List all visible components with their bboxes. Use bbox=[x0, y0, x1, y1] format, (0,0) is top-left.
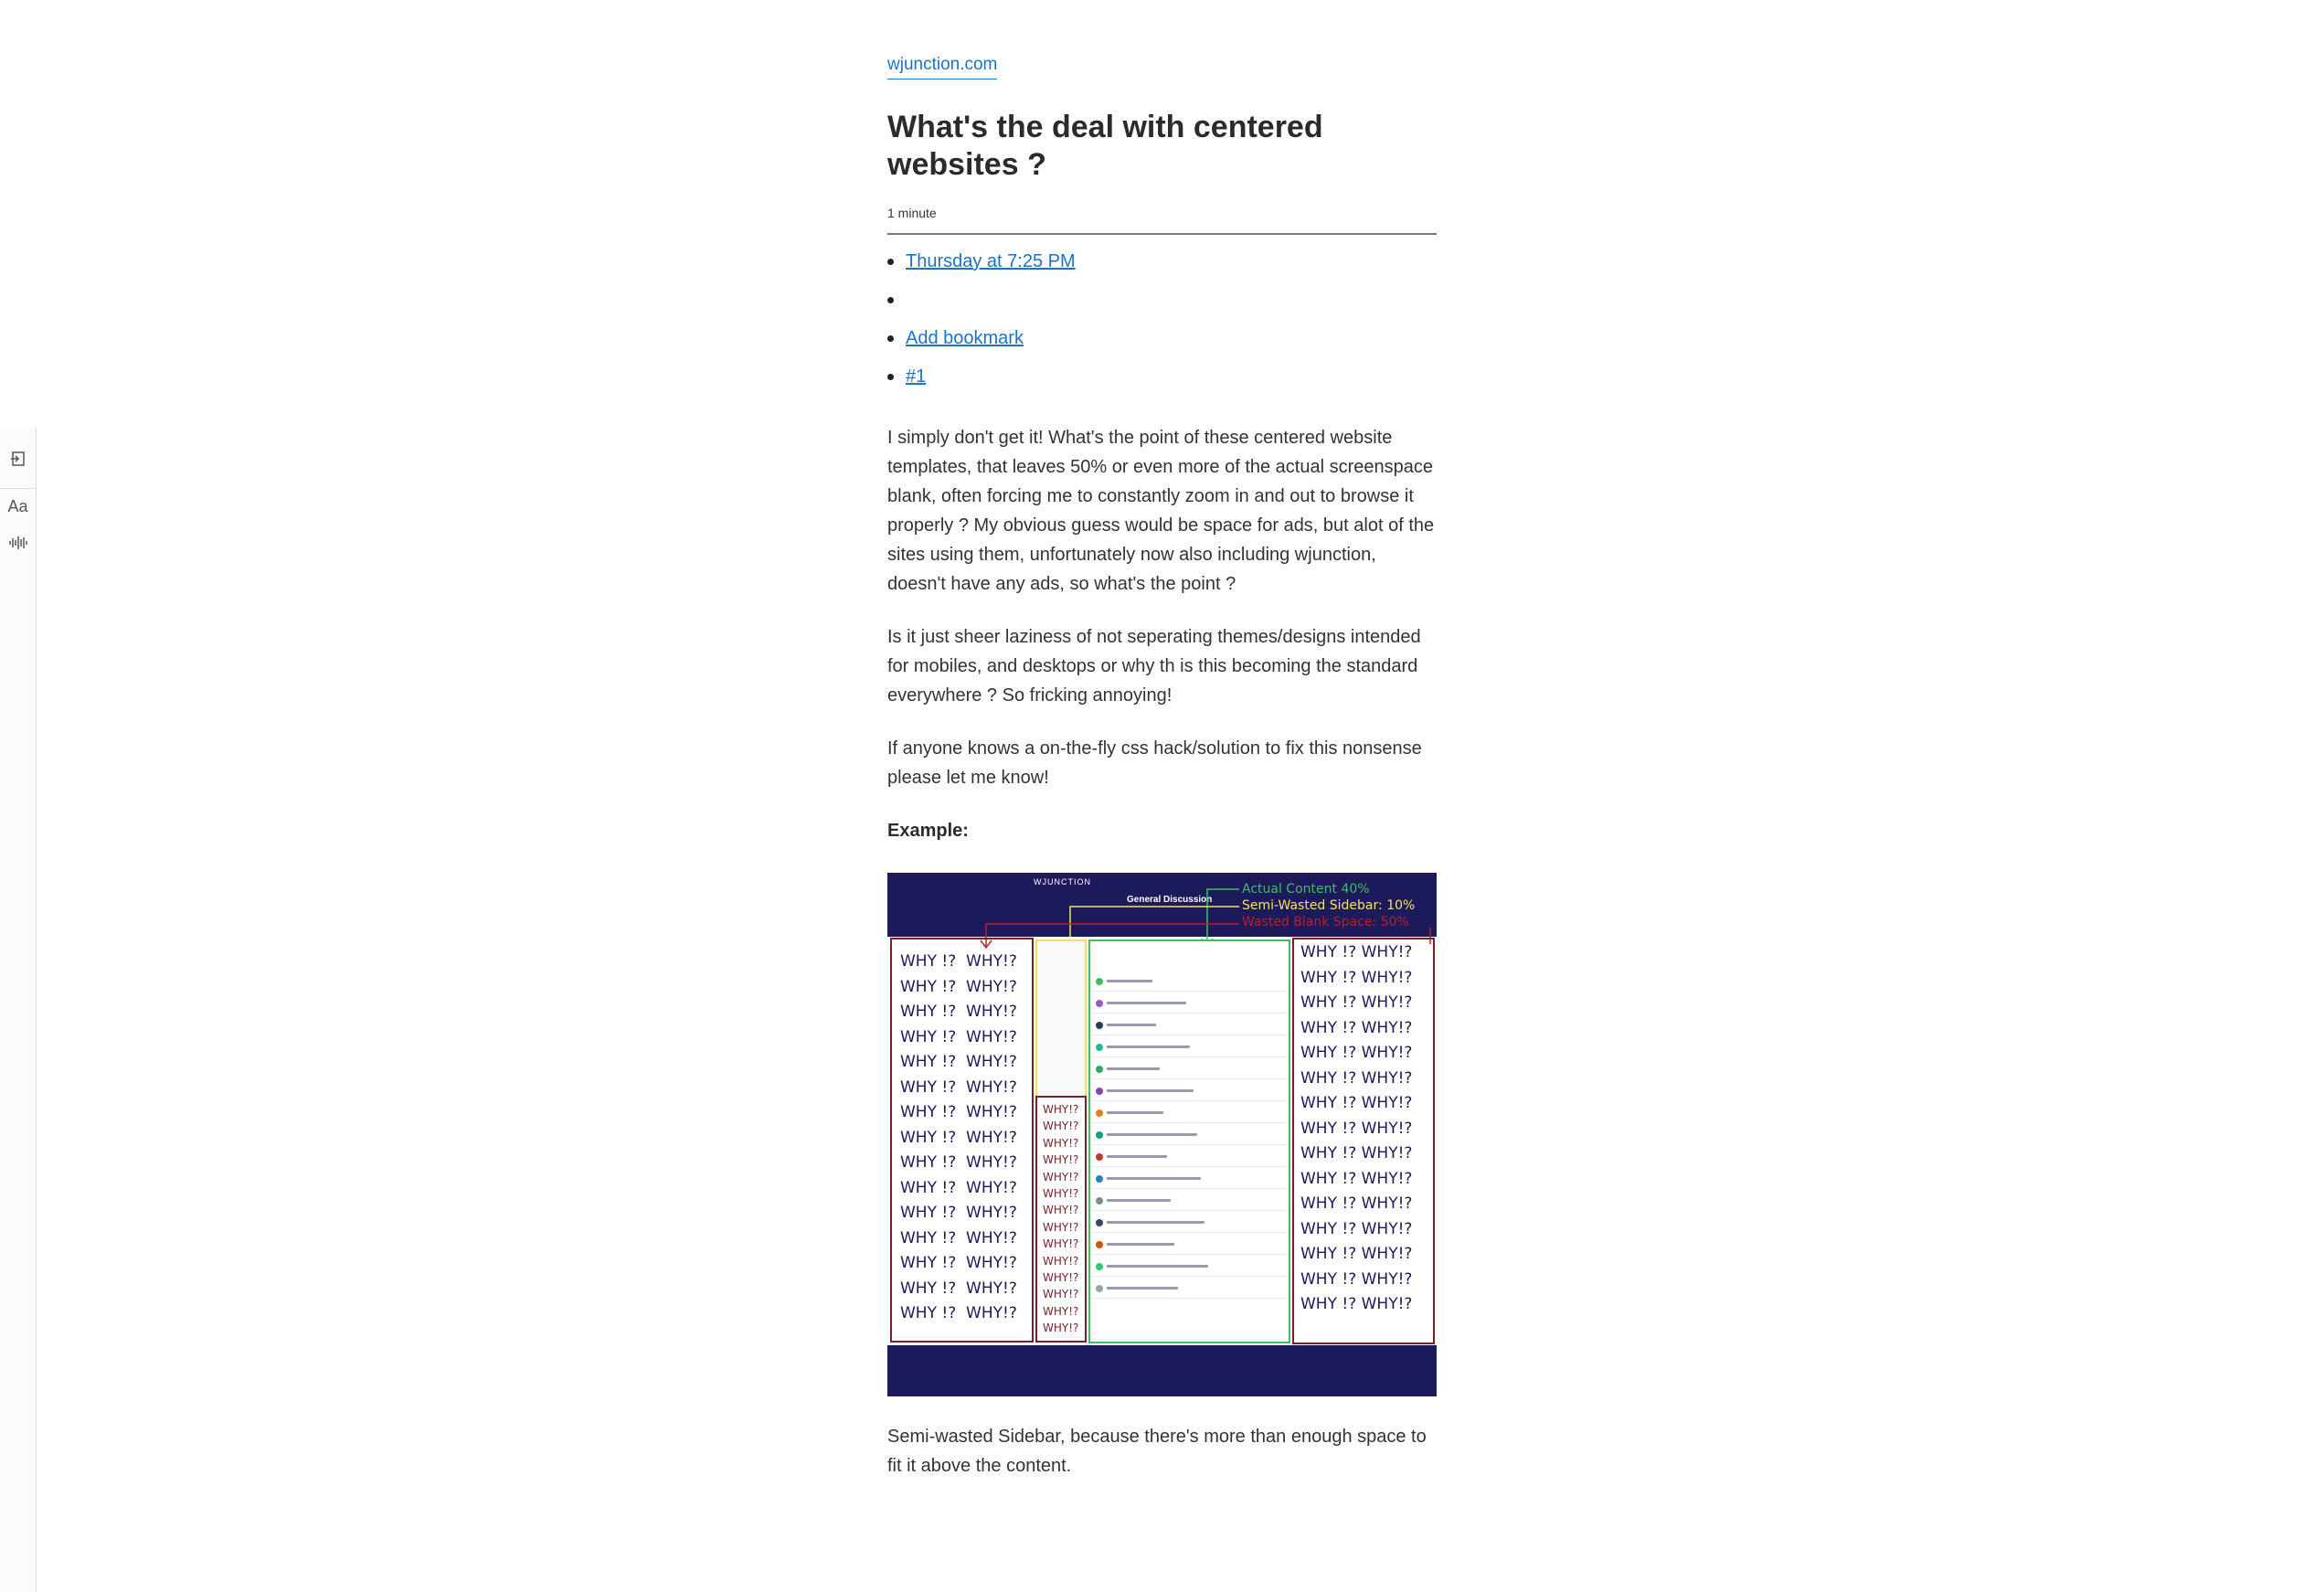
example-screenshot bbox=[887, 873, 1437, 1396]
table-row bbox=[1090, 1144, 1289, 1145]
thread-title-placeholder bbox=[1107, 1089, 1194, 1092]
paragraph: Is it just sheer laziness of not seperating themes/designs intended for mobiles, and desktops or why th is this becoming the standard everywhere ? So fricking annoying! bbox=[887, 627, 1421, 706]
why-left-text: WHY !? WHY!? WHY !? WHY!? WHY !? WHY!? WHY !? WHY!? WHY !? WHY!? WHY !? WHY!? WHY !? WHY!? WHY !? WHY!? WHY !? WHY!? WHY !? WHY!? WHY !? WHY!? WHY !? WHY!? WHY !? WHY!? WHY !? WHY!? WHY !? WHY!? bbox=[900, 952, 1017, 1322]
table-row bbox=[1090, 1232, 1289, 1233]
table-row bbox=[1090, 1166, 1289, 1167]
thread-title-placeholder bbox=[1107, 1155, 1167, 1158]
thread-title-placeholder bbox=[1107, 1243, 1174, 1246]
list-item bbox=[887, 248, 1437, 286]
avatar bbox=[1096, 1000, 1103, 1007]
forum-logo: WJUNCTION bbox=[1034, 877, 1091, 886]
table-row bbox=[1090, 991, 1289, 992]
why-right-text: WHY !? WHY!? WHY !? WHY!? WHY !? WHY!? WHY !? WHY!? WHY !? WHY!? WHY !? WHY!? WHY !? WHY!? WHY !? WHY!? WHY !? WHY!? WHY !? WHY!? WHY !? WHY!? WHY !? WHY!? WHY !? WHY!? WHY !? WHY!? WHY !? WHY!? bbox=[1300, 943, 1413, 1313]
figure-caption: Semi-wasted Sidebar, because there's more than enough space to fit it above the content. bbox=[887, 1427, 1427, 1476]
thread-title-placeholder bbox=[1107, 1177, 1201, 1180]
thread-title-placeholder bbox=[1107, 1287, 1178, 1290]
post-number-link[interactable]: #1 bbox=[906, 366, 927, 387]
table-row bbox=[1090, 1078, 1289, 1079]
table-row bbox=[1090, 1210, 1289, 1211]
avatar bbox=[1096, 978, 1103, 985]
read-time: 1 minute bbox=[887, 206, 1437, 235]
table-row bbox=[1090, 1298, 1289, 1299]
avatar bbox=[1096, 1153, 1103, 1161]
table-row bbox=[1090, 1276, 1289, 1277]
thread-title-placeholder bbox=[1107, 1024, 1156, 1026]
content-box bbox=[1088, 939, 1290, 1343]
avatar bbox=[1096, 1044, 1103, 1051]
list-item bbox=[887, 286, 1437, 324]
avatar bbox=[1096, 1285, 1103, 1292]
paragraph: I simply don't get it! What's the point of these centered website templates, that leaves 50% or even more of the actual screenspace blank, often forcing me to constantly zoom in and out to browse it properly ? My obvious guess would be space for ads, but alot of the sites using them, unfortunately now also including wjunction, doesn't have any ads, so what's the point ? bbox=[887, 428, 1435, 594]
article-title: What's the deal with centered websites ? bbox=[887, 110, 1323, 182]
thread-title-placeholder bbox=[1107, 1002, 1186, 1004]
exit-icon bbox=[10, 451, 27, 467]
table-row bbox=[1090, 1254, 1289, 1255]
audio-wave-icon bbox=[8, 536, 28, 550]
why-mid-text: WHY!? WHY!? WHY!? WHY!? WHY!? WHY!? WHY!? WHY!? WHY!? WHY!? WHY!? WHY!? WHY!? WHY!? bbox=[1043, 1103, 1079, 1335]
thread-title-placeholder bbox=[1107, 1045, 1190, 1048]
table-row bbox=[1090, 1056, 1289, 1057]
paragraph: If anyone knows a on-the-fly css hack/solution to fix this nonsense please let me know! bbox=[887, 738, 1422, 788]
table-row bbox=[1090, 1100, 1289, 1101]
thread-title-placeholder bbox=[1107, 1199, 1171, 1202]
forum-heading: General Discussion bbox=[1127, 895, 1213, 905]
thread-title-placeholder bbox=[1107, 1067, 1160, 1070]
article bbox=[887, 55, 1437, 1481]
add-bookmark-link[interactable]: Add bookmark bbox=[906, 328, 1024, 348]
table-row bbox=[1090, 1013, 1289, 1014]
avatar bbox=[1096, 1241, 1103, 1248]
avatar bbox=[1096, 1219, 1103, 1226]
example-label: Example: bbox=[887, 821, 969, 841]
forum-footer-banner bbox=[887, 1345, 1437, 1396]
thread-title-placeholder bbox=[1107, 1133, 1197, 1136]
avatar bbox=[1096, 1263, 1103, 1270]
avatar bbox=[1096, 1175, 1103, 1183]
reader-toolbar bbox=[0, 428, 37, 1592]
audio-wave-icon[interactable] bbox=[0, 525, 36, 561]
legend-sidebar: Semi-Wasted Sidebar: 10% bbox=[1242, 898, 1416, 913]
exit-icon[interactable] bbox=[0, 440, 36, 477]
post-meta-list bbox=[887, 248, 1437, 401]
avatar bbox=[1096, 1066, 1103, 1073]
post-date-link[interactable]: Thursday at 7:25 PM bbox=[906, 251, 1076, 271]
thread-title-placeholder bbox=[1107, 980, 1152, 982]
avatar bbox=[1096, 1022, 1103, 1029]
source-domain-link[interactable]: wjunction.com bbox=[887, 55, 997, 80]
font-icon[interactable] bbox=[0, 488, 36, 525]
table-row bbox=[1090, 1188, 1289, 1189]
avatar bbox=[1096, 1131, 1103, 1139]
text-settings-label: Aa bbox=[7, 496, 28, 515]
table-row bbox=[1090, 1122, 1289, 1123]
list-item bbox=[887, 324, 1437, 363]
avatar bbox=[1096, 1109, 1103, 1117]
thread-title-placeholder bbox=[1107, 1111, 1163, 1114]
list-item bbox=[887, 363, 1437, 401]
thread-title-placeholder bbox=[1107, 1265, 1208, 1268]
legend-content: Actual Content 40% bbox=[1242, 882, 1370, 897]
legend-blank: Wasted Blank Space: 50% bbox=[1242, 915, 1409, 929]
avatar bbox=[1096, 1197, 1103, 1205]
thread-title-placeholder bbox=[1107, 1221, 1204, 1224]
avatar bbox=[1096, 1088, 1103, 1095]
